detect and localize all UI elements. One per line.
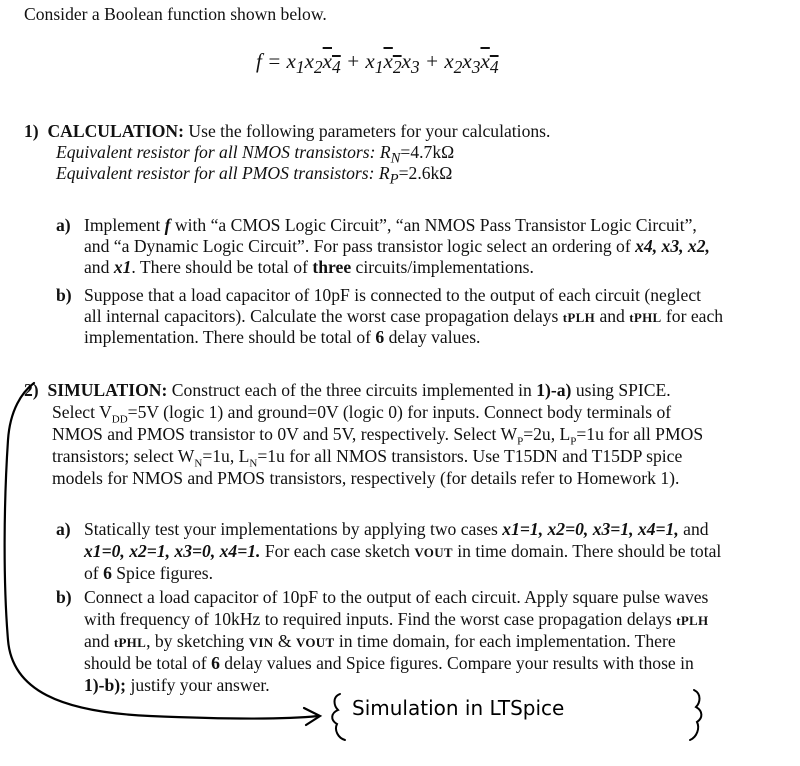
- item-1a-line3: and x1. There should be total of three circuits/implementations.: [84, 257, 534, 277]
- item-1a-line1: Implement f with “a CMOS Logic Circuit”, “an NMOS Pass Transistor Logic Circuit”,: [84, 215, 697, 235]
- item-2b-label: b): [56, 587, 72, 607]
- section1-heading-line: 1) CALCULATION: Use the following parameters for your calculations.: [24, 121, 551, 141]
- section2-line4: transistors; select $W_N=1u$, $L_N=1u$ for all NMOS transistors. Use T15DN and T15DP spice: [52, 446, 683, 470]
- section2-line5: models for NMOS and PMOS transistors, respectively (for details refer to Homework 1).: [52, 468, 680, 488]
- item-2a-line1: Statically test your implementations by applying two cases x1=1, x2=0, x3=1, x4=1, and: [84, 519, 709, 539]
- item-2b-line3: and tPHL, by sketching VIN & VOUT in time domain, for each implementation. There: [84, 631, 676, 651]
- item-2b-line5: 1)-b); justify your answer.: [84, 675, 270, 695]
- item-1b-line3: implementation. There should be total of 6 delay values.: [84, 327, 481, 347]
- item-2a-label: a): [56, 519, 71, 539]
- item-2a-line2: x1=0, x2=1, x3=0, x4=1. For each case sketch VOUT in time domain. There should be total: [84, 541, 722, 561]
- term-3: $x_2x_3x_4$: [444, 49, 499, 78]
- item-2b-line2: with frequency of 10kHz to required inputs. Find the worst case propagation delays tPLH: [84, 609, 709, 629]
- param-rn: Equivalent resistor for all NMOS transistors: $R_N=4.7k\Omega$: [56, 142, 455, 167]
- item-1a-label: a): [56, 215, 71, 235]
- item-1b-line2: all internal capacitors). Calculate the worst case propagation delays tPLH and tPHL for each: [84, 306, 724, 326]
- item-2b-line1: Connect a load capacitor of 10pF to the output of each circuit. Apply square pulse waves: [84, 587, 709, 607]
- boolean-formula: $f = x_1x_2x_4 + x_1x_2x_3 + x_2x_3x_4$: [256, 49, 499, 78]
- item-1b-label: b): [56, 285, 72, 305]
- section2-line3: NMOS and PMOS transistor to 0V and 5V, respectively. Select $W_P=2u$, $L_P=1u$ for all PMOS: [52, 424, 704, 448]
- item-1a-line2: and “a Dynamic Logic Circuit”. For pass transistor logic select an ordering of x4, x3, x2,: [84, 236, 710, 256]
- param-rp: Equivalent resistor for all PMOS transistors: $R_P=2.6k\Omega$: [56, 163, 453, 188]
- handwritten-note: Simulation in LTSpice: [352, 696, 565, 720]
- section2-line1: 2) SIMULATION: Construct each of the three circuits implemented in 1)-a) using SPICE.: [24, 380, 671, 400]
- term-1: $x_1x_2x_4$: [286, 49, 341, 78]
- item-2b-line4: should be total of 6 delay values and Spice figures. Compare your results with those in: [84, 653, 694, 673]
- item-2a-line3: of 6 Spice figures.: [84, 563, 214, 583]
- item-1b-line1: Suppose that a load capacitor of 10pF is connected to the output of each circuit (neglect: [84, 285, 702, 305]
- section2-line2: Select $V_{DD}=5V$ (logic 1) and ground=0V (logic 0) for inputs. Connect body terminals of: [52, 402, 672, 426]
- intro-text: Consider a Boolean function shown below.: [24, 4, 327, 24]
- term-2: $x_1x_2x_3$: [365, 49, 420, 78]
